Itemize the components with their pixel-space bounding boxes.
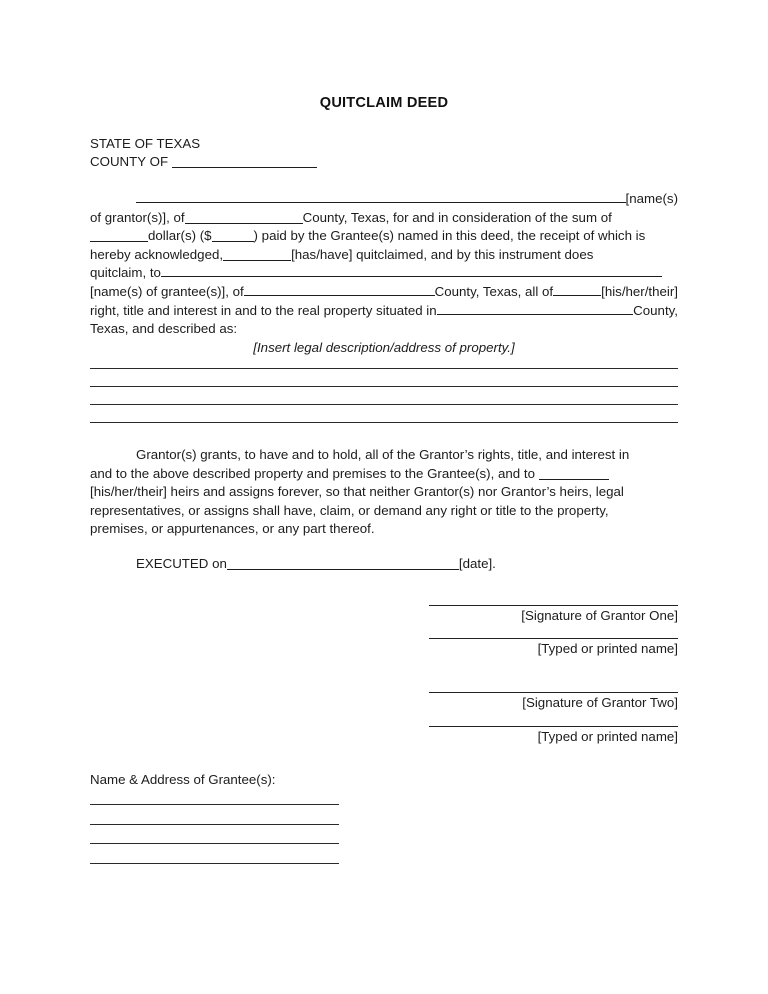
intro-line-6-text-b: County, Texas, all of: [434, 283, 554, 299]
spacer: [429, 625, 678, 638]
intro-line-7-text-b: County,: [633, 302, 678, 318]
executed-line: [90, 555, 496, 574]
intro-paragraph: [90, 190, 678, 357]
intro-line-4-text-a: hereby acknowledged,: [90, 246, 224, 262]
has-have-blank[interactable]: [223, 250, 291, 261]
state-line: STATE OF TEXAS: [90, 136, 201, 151]
grantee-address-line-2[interactable]: [90, 805, 339, 825]
habendum-line-1-text: Grantor(s) grants, to have and to hold, all of the Grantor’s rights, title, and interest in: [136, 447, 630, 462]
heirs-blank[interactable]: [539, 469, 609, 480]
grantor-names-blank[interactable]: [136, 192, 626, 203]
intro-line-1: [90, 190, 678, 209]
grantee-address-line-4[interactable]: [90, 844, 339, 864]
county-line: [90, 153, 317, 172]
grantor-two-signature-label: [Signature of Grantor Two]: [522, 695, 678, 710]
execution-date-blank[interactable]: [227, 559, 459, 570]
intro-line-5: [90, 264, 662, 283]
county-name-blank[interactable]: [172, 157, 317, 168]
intro-line-2-text-a: of grantor(s)], of: [90, 209, 185, 225]
dollar-words-blank[interactable]: [90, 231, 148, 242]
grantee-address-line-3[interactable]: [90, 825, 339, 845]
habendum-line-1: [90, 446, 678, 465]
his-her-their-blank[interactable]: [553, 285, 601, 296]
intro-line-4-text-b: [has/have] quitclaimed, and by this instrument does: [291, 246, 594, 262]
intro-line-3: [90, 227, 678, 246]
grantee-address-blanks: [90, 795, 339, 864]
grantee-address-label: Name & Address of Grantee(s):: [90, 772, 276, 787]
intro-line-2-text-b: County, Texas, for and in consideration of the sum of: [302, 209, 612, 225]
document-title: QUITCLAIM DEED: [319, 95, 449, 111]
habendum-line-4: representatives, or assigns shall have, claim, or demand any right or title to the property,: [90, 502, 609, 518]
grantor-one-printed-name-label: [Typed or printed name]: [537, 641, 678, 656]
executed-label: EXECUTED on: [136, 556, 227, 571]
intro-line-3-text-b: ) paid by the Grantee(s) named in this deed, the receipt of which is: [253, 228, 646, 244]
signature-block: [429, 605, 678, 746]
spacer: [429, 658, 678, 692]
county-label: COUNTY OF: [90, 154, 172, 169]
habendum-line-2: [90, 465, 678, 484]
intro-line-8: Texas, and described as:: [90, 321, 238, 337]
description-blank-line-1[interactable]: [90, 351, 678, 369]
intro-line-6-text-a: [name(s) of grantee(s)], of: [90, 283, 244, 299]
habendum-paragraph: [90, 446, 678, 539]
intro-line-6: [90, 283, 678, 302]
intro-line-7-text-a: right, title and interest in and to the real property situated in: [90, 302, 437, 318]
habendum-line-3: [his/her/their] heirs and assigns forever, so that neither Grantor(s) nor Grantor’s heirs, legal: [90, 484, 624, 500]
legal-description-blanks: [90, 351, 678, 423]
description-blank-line-4[interactable]: [90, 405, 678, 423]
habendum-line-2-text: and to the above described property and premises to the Grantee(s), and to: [90, 465, 539, 481]
grantee-names-blank[interactable]: [161, 266, 662, 277]
intro-line-7: [90, 302, 678, 321]
grantee-address-line-1[interactable]: [90, 795, 339, 805]
grantor-one-signature-label: [Signature of Grantor One]: [521, 608, 678, 623]
dollar-amount-blank[interactable]: [212, 231, 254, 242]
intro-line-1-text: [name(s): [625, 191, 678, 206]
grantee-county-blank[interactable]: [244, 285, 435, 296]
intro-line-3-text-a: dollar(s) ($: [148, 228, 212, 244]
legal-description-note: [Insert legal description/address of property.]: [253, 339, 515, 355]
intro-line-5-text: quitclaim, to: [90, 265, 161, 281]
intro-line-4: [90, 246, 678, 265]
habendum-line-5: premises, or appurtenances, or any part thereof.: [90, 521, 375, 537]
spacer: [429, 712, 678, 726]
grantor-two-printed-name-label: [Typed or printed name]: [537, 729, 678, 744]
description-blank-line-3[interactable]: [90, 387, 678, 405]
grantor-county-blank[interactable]: [185, 213, 303, 224]
date-suffix: [date].: [458, 556, 496, 571]
intro-line-2: [90, 209, 678, 228]
property-county-blank[interactable]: [437, 304, 633, 315]
intro-line-6-text-c: [his/her/their]: [601, 283, 678, 299]
description-blank-line-2[interactable]: [90, 369, 678, 387]
